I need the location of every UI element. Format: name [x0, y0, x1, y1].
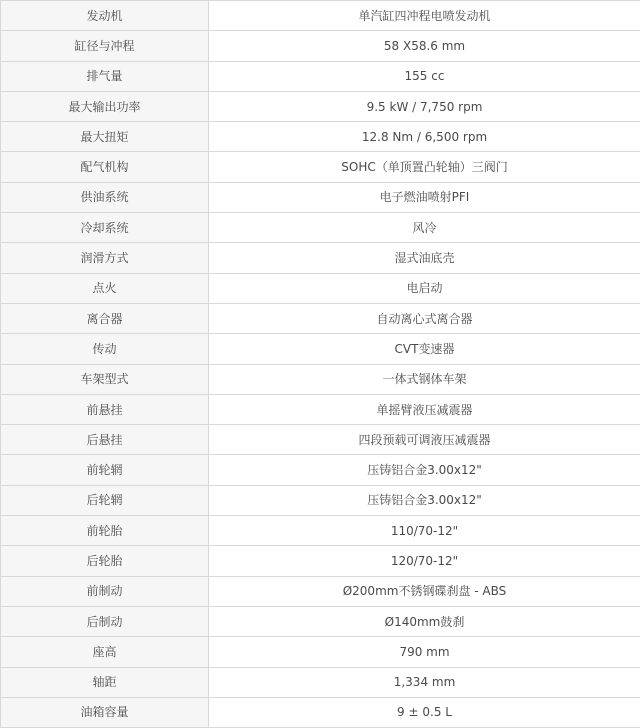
table-row [1, 697, 640, 727]
table-row [1, 31, 640, 61]
spec-label: 后制动 [1, 606, 209, 636]
table-row [1, 637, 640, 667]
table-row [1, 243, 640, 273]
spec-value: 风冷 [209, 213, 640, 243]
table-row [1, 334, 640, 364]
spec-label: 前制动 [1, 576, 209, 606]
spec-value: 单汽缸四冲程电喷发动机 [209, 1, 640, 31]
table-row [1, 425, 640, 455]
spec-label: 配气机构 [1, 152, 209, 182]
spec-label: 点火 [1, 273, 209, 303]
table-row [1, 546, 640, 576]
table-row [1, 667, 640, 697]
spec-value: 790 mm [209, 637, 640, 667]
spec-label: 前轮辋 [1, 455, 209, 485]
spec-value: 1,334 mm [209, 667, 640, 697]
table-row [1, 485, 640, 515]
spec-value: 58 X58.6 mm [209, 31, 640, 61]
spec-label: 座高 [1, 637, 209, 667]
table-row [1, 1, 640, 31]
spec-value: SOHC（单顶置凸轮轴）三阀门 [209, 152, 640, 182]
table-row [1, 576, 640, 606]
spec-label: 供油系统 [1, 182, 209, 212]
table-row [1, 152, 640, 182]
spec-label: 后轮辋 [1, 485, 209, 515]
spec-label: 缸径与冲程 [1, 31, 209, 61]
table-row [1, 182, 640, 212]
spec-label: 冷却系统 [1, 213, 209, 243]
spec-value: 自动离心式离合器 [209, 303, 640, 333]
spec-label: 后悬挂 [1, 425, 209, 455]
table-row [1, 606, 640, 636]
spec-label: 前轮胎 [1, 516, 209, 546]
spec-label: 发动机 [1, 1, 209, 31]
table-row [1, 91, 640, 121]
table-row [1, 455, 640, 485]
spec-label: 离合器 [1, 303, 209, 333]
spec-value: 9.5 kW / 7,750 rpm [209, 91, 640, 121]
spec-label: 传动 [1, 334, 209, 364]
spec-value: 155 cc [209, 61, 640, 91]
spec-value: 9 ± 0.5 L [209, 697, 640, 727]
table-row [1, 61, 640, 91]
spec-value: 一体式钢体车架 [209, 364, 640, 394]
spec-label: 车架型式 [1, 364, 209, 394]
spec-value: 电子燃油喷射PFI [209, 182, 640, 212]
spec-value: Ø140mm鼓刹 [209, 606, 640, 636]
spec-value: 压铸铝合金3.00x12" [209, 455, 640, 485]
spec-value: 压铸铝合金3.00x12" [209, 485, 640, 515]
table-row [1, 303, 640, 333]
spec-label: 润滑方式 [1, 243, 209, 273]
table-row [1, 394, 640, 424]
spec-value: 湿式油底壳 [209, 243, 640, 273]
spec-value: Ø200mm不锈钢碟刹盘 - ABS [209, 576, 640, 606]
spec-label: 最大输出功率 [1, 91, 209, 121]
table-row [1, 122, 640, 152]
table-row [1, 364, 640, 394]
spec-label: 轴距 [1, 667, 209, 697]
spec-label: 排气量 [1, 61, 209, 91]
spec-label: 前悬挂 [1, 394, 209, 424]
spec-value: 单摇臂液压减震器 [209, 394, 640, 424]
table-row [1, 273, 640, 303]
table-row [1, 213, 640, 243]
spec-label: 后轮胎 [1, 546, 209, 576]
spec-value: 110/70-12" [209, 516, 640, 546]
spec-label: 油箱容量 [1, 697, 209, 727]
spec-value: 120/70-12" [209, 546, 640, 576]
table-row [1, 516, 640, 546]
spec-value: 12.8 Nm / 6,500 rpm [209, 122, 640, 152]
spec-value: CVT变速器 [209, 334, 640, 364]
spec-value: 电启动 [209, 273, 640, 303]
spec-table-body [1, 1, 640, 728]
spec-label: 最大扭矩 [1, 122, 209, 152]
spec-value: 四段预载可调液压减震器 [209, 425, 640, 455]
